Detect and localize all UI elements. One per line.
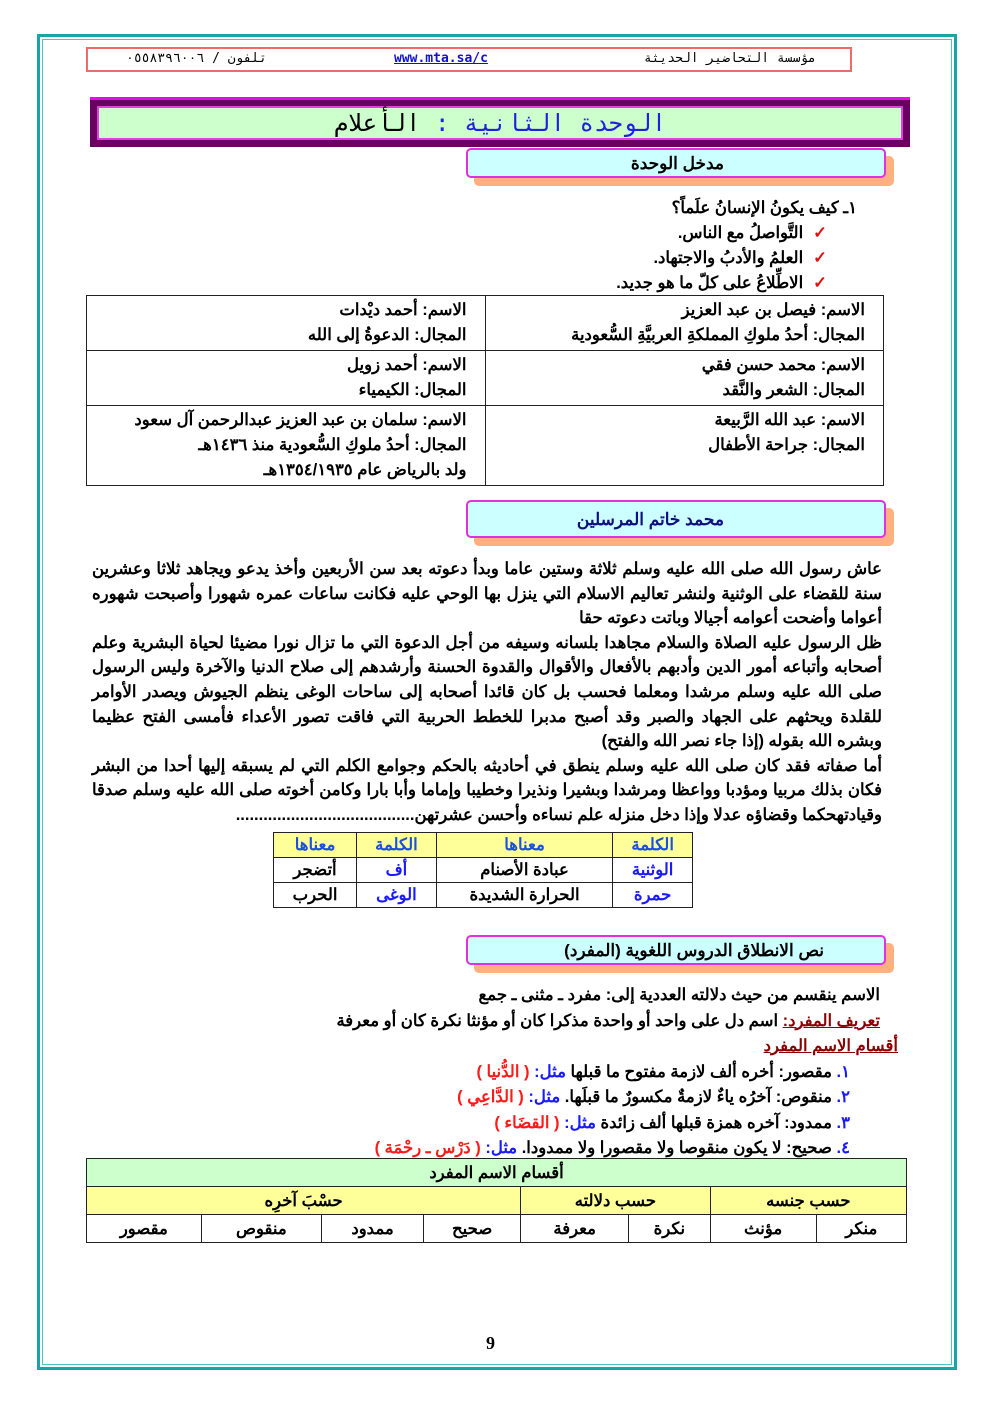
- person-name: الاسم: أحمد ديْدات: [339, 301, 467, 319]
- person-field: المجال: أحدُ ملوكِ السُّعودية منذ ١٤٣٦هـ: [198, 436, 467, 454]
- cell: مقصور: [87, 1215, 202, 1243]
- cell: ممدود: [322, 1215, 424, 1243]
- item-text: ممدود: آخره همزة قبلها ألف زائدة: [595, 1113, 832, 1132]
- meaning-cell: عبادة الأصنام: [436, 858, 612, 883]
- table-row: [274, 883, 693, 908]
- list-item: العلمُ والأدبُ والاجتهاد.: [653, 249, 804, 267]
- header-cell: الكلمة: [357, 833, 437, 858]
- example-label: مثل:: [485, 1139, 518, 1157]
- example: ( دَرْس ـ رحْمَة ): [374, 1139, 481, 1157]
- cell: صحيح: [423, 1215, 520, 1243]
- table-row: [87, 351, 884, 406]
- section-heading-intro: مدخل الوحدة: [466, 148, 886, 178]
- table-header-row: [274, 833, 693, 858]
- word-cell: الوثنية: [613, 858, 693, 883]
- question: ١ـ كيف يكونُ الإنسانُ علَماً؟: [671, 199, 857, 217]
- person-field: المجال: الكيمياء: [358, 381, 467, 399]
- person-name: الاسم: عبد الله الرَّبيعة: [714, 411, 865, 429]
- paragraph: ظل الرسول عليه الصلاة والسلام مجاهدا بلسانه وسيفه من أجل الدعوة التي ما تزال نورا مضيئا لحياة البشرية وعلم أصحابه وأتباعه أمور الدين وأدبهم بالأفعال والأقوال والقدوة الحسنة وأرشدهم إلى صلاح الدنيا والآخرة وليس الرسول صلى الله عليه وسلم مرشدا ومعلما فحسب بل كان قائدا أصحابه إلى ساحات الوغى ينظم الجيوش ويصدر الأوامر للقلدة ويحثهم على الجهاد والصبر وقد أصبح مدبرا للخطط الحربية التي فاقت تصور الأعداء فأمسى الفتح عظيما وبشره الله بقوله (إذا جاء نصر الله والفتح): [92, 633, 882, 751]
- person-field: المجال: أحدُ ملوكِ المملكةِ العربيَّةِ السُّعودية: [571, 326, 865, 344]
- unit-label: الوحدة الثانية: [463, 109, 667, 137]
- person-field: المجال: الدعوةُ إلى الله: [307, 326, 467, 344]
- example-label: مثل:: [528, 1088, 561, 1106]
- list-item: الاطِّلاعُ على كلّ ما هو جديد.: [616, 274, 804, 292]
- table-row: [87, 406, 884, 486]
- cell: نكرة: [629, 1215, 710, 1243]
- intro-question-block: [616, 196, 857, 296]
- institution-name: مؤسسة التحاضير الحديثة: [643, 51, 816, 66]
- meaning-cell: أتضجر: [274, 858, 357, 883]
- unit-topic: الأعلام: [333, 109, 421, 137]
- singular-noun-types-table: [86, 1158, 907, 1243]
- vocabulary-table: [273, 832, 693, 908]
- word-cell: أف: [357, 858, 437, 883]
- item-number: ٣.: [836, 1113, 850, 1132]
- item-text: منقوص: آخرُه ياءٌ لازمةٌ مكسورٌ ما قبلَها.: [560, 1088, 832, 1106]
- definition-label: تعريف المفرد:: [782, 1011, 880, 1030]
- person-name: الاسم: أحمد زويل: [347, 356, 467, 374]
- list-item: التَّواصلُ مع الناس.: [677, 224, 804, 242]
- example: ( الدَّاعِي ): [457, 1088, 524, 1106]
- section-heading-grammar: نص الانطلاق الدروس اللغوية (المفرد): [466, 935, 886, 965]
- item-text: مقصور: أخره ألف لازمة مفتوح ما قبلها: [565, 1062, 832, 1081]
- cell: منقوص: [201, 1215, 321, 1243]
- type-item: [336, 1060, 880, 1086]
- check-icon: ✓: [813, 274, 827, 292]
- person-birth: ولد بالرياض عام ١٣٥٤/١٩٣٥هـ: [263, 461, 467, 479]
- meaning-cell: الحرب: [274, 883, 357, 908]
- website-link[interactable]: www.mta.sa/c: [394, 51, 488, 66]
- paragraph: عاش رسول الله صلى الله عليه وسلم ثلاثة وستين عاما وبدأ دعوته بعد سن الأربعين وأخذ يدعو ويجاهد ثلاثا وعشرين سنة للقضاء على الوثنية ولنشر تعاليم الاسلام التي ينزل بها الوحي عليه فكانت ساعات عمره شهورا وأصبحت شهوره أعواما وأضحت أعوامه أجيالا وباتت دعوته حقا: [92, 560, 882, 628]
- word-cell: الوغى: [357, 883, 437, 908]
- table-title: أقسام الاسم المفرد: [87, 1159, 907, 1187]
- group-header: حسْبَ آخرِه: [87, 1187, 521, 1215]
- phone-number: تلفون / ٠٥٥٨٣٩٦٠٠٦: [126, 51, 267, 66]
- check-icon: ✓: [813, 249, 827, 267]
- table-row: [87, 296, 884, 351]
- item-number: ٢.: [836, 1088, 850, 1106]
- cell: معرفة: [521, 1215, 629, 1243]
- header-cell: معناها: [274, 833, 357, 858]
- example-label: مثل:: [564, 1113, 596, 1132]
- separator: :: [434, 109, 450, 137]
- cell: مؤنث: [710, 1215, 816, 1243]
- meaning-cell: الحرارة الشديدة: [436, 883, 612, 908]
- header-cell: معناها: [436, 833, 612, 858]
- example-label: مثل:: [534, 1062, 566, 1081]
- section-heading-prophet: محمد خاتم المرسلين: [466, 500, 886, 538]
- unit-title-banner: [90, 97, 910, 147]
- prophet-paragraph: [92, 557, 882, 828]
- person-name: الاسم: سلمان بن عبد العزيز عبدالرحمن آل سعود: [134, 411, 467, 429]
- table-row: [87, 1215, 907, 1243]
- item-number: ١.: [836, 1062, 850, 1081]
- types-heading: أقسام الاسم المفرد: [763, 1037, 898, 1055]
- item-text: صحيح: لا يكون منقوصا ولا مقصورا ولا ممدودا.: [517, 1139, 832, 1157]
- item-number: ٤.: [836, 1139, 850, 1157]
- person-field: المجال: جراحة الأطفال: [708, 436, 865, 454]
- page-number: 9: [486, 1333, 495, 1353]
- person-field: المجال: الشعر والنَّقد: [722, 381, 865, 399]
- intro-text: الاسم ينقسم من حيث دلالته العددية إلى: مفرد ـ مثنى ـ جمع: [478, 986, 880, 1004]
- cell: منكر: [816, 1215, 906, 1243]
- definition-text: اسم دل على واحد أو واحدة مذكرا كان أو مؤنثا نكرة كان أو معرفة: [336, 1011, 783, 1030]
- example: ( الدُّنيا ): [476, 1062, 530, 1081]
- check-icon: ✓: [813, 224, 827, 242]
- paragraph: أما صفاته فقد كان صلى الله عليه وسلم ينطق في أحاديثه بالحكم وجوامع الكلم التي لم يسبقه إليها أحدا من البشر فكان بذلك مربيا ومؤدبا وواعظا ومرشدا وبشيرا ونذيرا وخطيبا وإماما وأبا بارا وكامن أخوته صلى الله عليه وسلم صدقا وقيادتهحكما وقضاؤه عدلا وإذا دخل منزله علم نساءه وأحسن عشرتهن.......................................: [92, 756, 882, 824]
- page-header: [86, 47, 852, 72]
- header-cell: الكلمة: [613, 833, 693, 858]
- group-header: حسب دلالته: [521, 1187, 710, 1215]
- notable-people-table: [86, 295, 884, 486]
- group-header: حسب جنسه: [710, 1187, 906, 1215]
- word-cell: حمرة: [613, 883, 693, 908]
- example: ( القضَاء ): [494, 1113, 560, 1132]
- grammar-block: [336, 983, 898, 1162]
- type-item: [336, 1111, 880, 1137]
- table-row: [274, 858, 693, 883]
- person-name: الاسم: فيصل بن عبد العزيز: [681, 301, 865, 319]
- type-item: [336, 1085, 880, 1111]
- person-name: الاسم: محمد حسن فقي: [701, 356, 865, 374]
